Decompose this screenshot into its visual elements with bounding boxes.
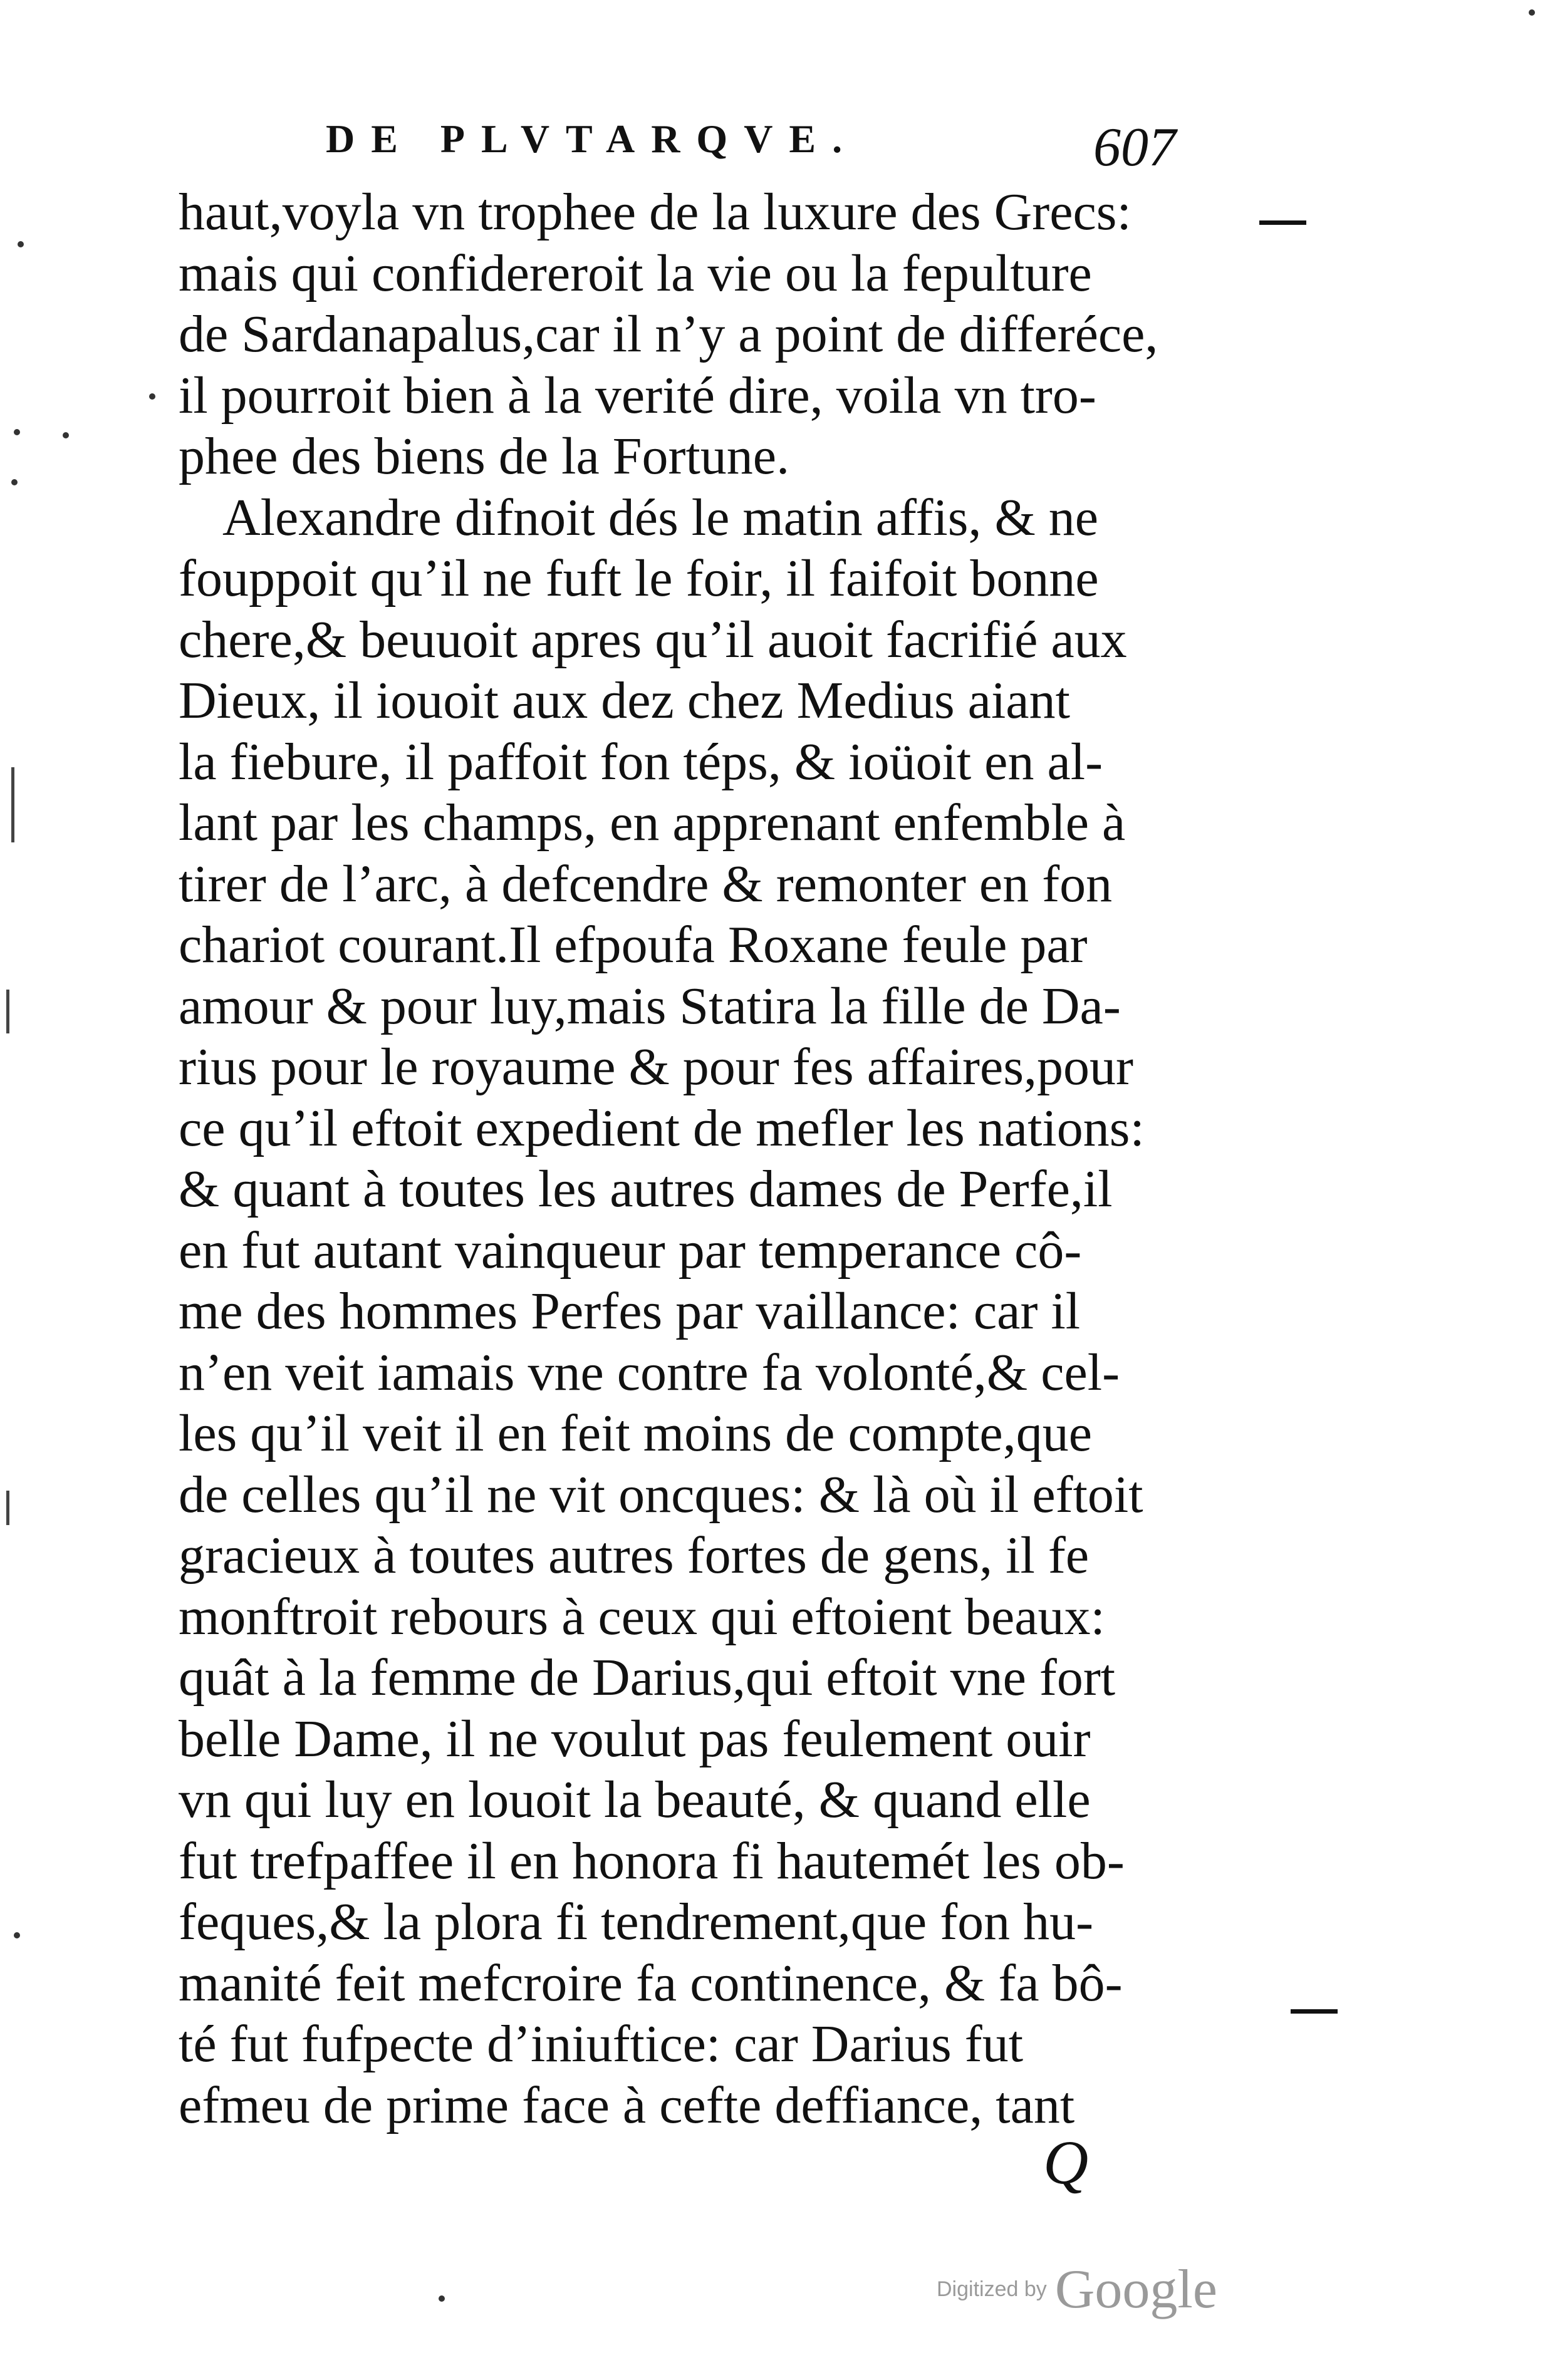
text-line: chere,& beuuoit apres qu’il auoit facrifié aux bbox=[179, 610, 1127, 669]
digitized-by-google-watermark bbox=[937, 2258, 1217, 2321]
speck-mark bbox=[14, 429, 20, 435]
margin-bar-mark bbox=[6, 990, 9, 1033]
margin-dash-mark bbox=[1291, 2009, 1338, 2014]
speck-mark bbox=[63, 432, 69, 438]
margin-bar-mark bbox=[6, 1491, 9, 1525]
google-logo: Google bbox=[1054, 2259, 1217, 2320]
text-line: quât à la femme de Darius,qui eftoit vne fort bbox=[179, 1648, 1116, 1707]
margin-bar-mark bbox=[11, 767, 14, 842]
text-line: & quant à toutes les autres dames de Perfe,il bbox=[179, 1160, 1113, 1218]
text-line: vn qui luy en louoit la beauté, & quand elle bbox=[179, 1771, 1091, 1829]
catchword: Q bbox=[1043, 2128, 1089, 2197]
text-line: les qu’il veit il en feit moins de compte,que bbox=[179, 1404, 1092, 1462]
text-line: ce qu’il eftoit expedient de mefler les nations: bbox=[179, 1099, 1145, 1157]
running-title: DE PLVTARQVE. bbox=[326, 116, 859, 161]
speck-mark bbox=[1529, 9, 1535, 16]
text-line: belle Dame, il ne voulut pas feulement ouir bbox=[179, 1709, 1091, 1768]
text-line: de Sardanapalus,car il n’y a point de differéce, bbox=[179, 305, 1158, 363]
text-line: il pourroit bien à la verité dire, voila vn tro- bbox=[179, 366, 1096, 425]
paragraph-start-line: Alexandre difnoit dés le matin affis, & ne bbox=[222, 488, 1099, 547]
page-number: 607 bbox=[1093, 117, 1176, 178]
text-line: de celles qu’il ne vit oncques: & là où il eftoit bbox=[179, 1465, 1143, 1524]
text-line: monftroit rebours à ceux qui eftoient beaux: bbox=[179, 1587, 1105, 1646]
text-line: en fut autant vainqueur par temperance cô- bbox=[179, 1221, 1082, 1280]
text-line: feques,& la plora fi tendrement,que fon hu- bbox=[179, 1893, 1094, 1951]
speck-mark bbox=[11, 479, 18, 485]
speck-mark bbox=[149, 393, 155, 400]
text-block bbox=[179, 182, 1231, 2136]
text-line: gracieux à toutes autres fortes de gens, il fe bbox=[179, 1526, 1090, 1585]
text-line: n’en veit iamais vne contre fa volonté,& cel- bbox=[179, 1343, 1120, 1402]
text-line: tirer de l’arc, à defcendre & remonter en fon bbox=[179, 854, 1113, 913]
text-line: amour & pour luy,mais Statira la fille de Da- bbox=[179, 976, 1121, 1035]
text-line: fut trefpaffee il en honora fi hautemét les ob- bbox=[179, 1831, 1125, 1890]
text-line: mais qui confidereroit la vie ou la fepulture bbox=[179, 244, 1092, 303]
text-line: la fiebure, il paffoit fon téps, & ioüoit en al- bbox=[179, 732, 1103, 791]
text-line: fouppoit qu’il ne fuft le foir, il faifoit bonne bbox=[179, 549, 1099, 608]
text-line: té fut fufpecte d’iniuftice: car Darius fut bbox=[179, 2015, 1024, 2073]
speck-mark bbox=[18, 241, 24, 247]
text-line: efmeu de prime face à cefte deffiance, tant bbox=[179, 2076, 1075, 2134]
margin-dash-mark bbox=[1259, 220, 1306, 225]
text-line: manité feit mefcroire fa continence, & fa bô- bbox=[179, 1953, 1123, 2012]
text-line: rius pour le royaume & pour fes affaires,pour bbox=[179, 1038, 1133, 1096]
text-line: haut,voyla vn trophee de la luxure des Grecs: bbox=[179, 183, 1131, 241]
speck-mark bbox=[439, 2295, 445, 2302]
text-line: me des hommes Perfes par vaillance: car il bbox=[179, 1282, 1081, 1340]
text-line: phee des biens de la Fortune. bbox=[179, 427, 790, 485]
speck-mark bbox=[14, 1932, 20, 1938]
text-line: lant par les champs, en apprenant enfemble à bbox=[179, 794, 1126, 852]
text-line: Dieux, il iouoit aux dez chez Medius aiant bbox=[179, 671, 1070, 730]
watermark-prefix: Digitized by bbox=[937, 2277, 1047, 2301]
text-line: chariot courant.Il efpoufa Roxane feule par bbox=[179, 916, 1088, 974]
